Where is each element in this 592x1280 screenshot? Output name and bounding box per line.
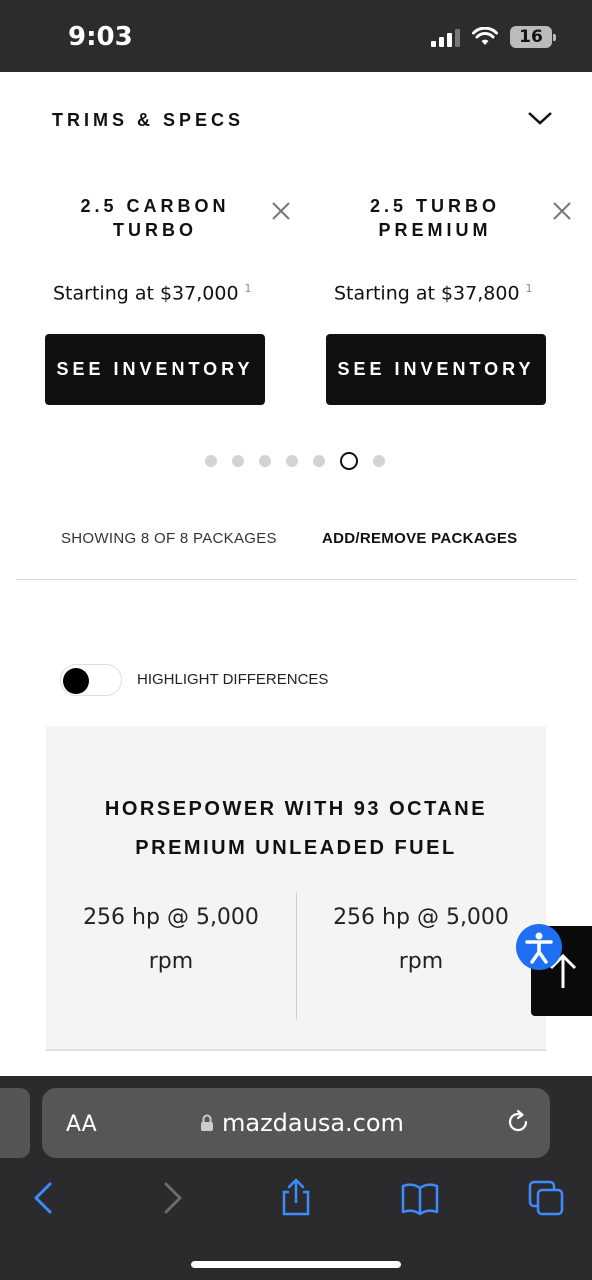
add-remove-packages-link[interactable]: ADD/REMOVE PACKAGES [322,530,518,547]
pagination-dot[interactable] [259,455,271,467]
reader-options-button[interactable]: AA [66,1112,97,1137]
previous-tab-preview[interactable] [0,1088,30,1158]
back-icon[interactable] [24,1178,64,1218]
footnote-marker[interactable]: 1 [244,282,252,295]
toggle-knob [63,668,89,694]
lock-icon [200,1114,214,1132]
pagination-dot[interactable] [340,452,358,470]
wifi-icon [472,27,498,47]
pagination-dot[interactable] [205,455,217,467]
highlight-differences-label: HIGHLIGHT DIFFERENCES [137,671,329,688]
home-indicator[interactable] [191,1261,401,1268]
see-inventory-button[interactable]: SEE INVENTORY [45,334,265,405]
spec-value-1: 256 hp @ 5,000 rpm [83,905,259,974]
spec-value-2: 256 hp @ 5,000 rpm [333,905,509,974]
cellular-signal-icon [431,27,460,47]
address-bar[interactable] [42,1088,550,1158]
battery-icon: 16 [510,26,552,48]
trim-price-2: Starting at $37,800 $^1$ [334,282,533,305]
carousel-pagination [205,452,385,470]
share-icon[interactable] [276,1178,316,1218]
trim-card-1 [30,194,280,242]
trim-name-line1: 2.5 TURBO [369,196,501,216]
trim-card-2 [310,194,560,242]
url-display[interactable]: mazdausa.com [200,1109,404,1137]
accessibility-icon [516,924,562,970]
footnote-marker[interactable]: 1 [525,282,533,295]
browser-nav [0,1178,592,1222]
spec-title: HORSEPOWER WITH 93 OCTANE PREMIUM UNLEADED FUEL [104,798,488,859]
accessibility-button[interactable] [516,924,562,970]
reload-icon[interactable] [504,1108,532,1136]
close-icon[interactable] [270,200,292,222]
trim-name-line2: TURBO [113,220,197,240]
trim-name-line1: 2.5 CARBON [80,196,230,216]
status-time: 9:03 [68,22,133,52]
bookmarks-icon[interactable] [400,1178,440,1218]
pagination-dot[interactable] [373,455,385,467]
status-icons [431,26,552,48]
tabs-icon[interactable] [526,1178,566,1218]
status-bar [0,0,592,72]
forward-icon[interactable] [152,1178,192,1218]
see-inventory-button[interactable]: SEE INVENTORY [326,334,546,405]
section-title: TRIMS & SPECS [52,110,245,130]
packages-count: SHOWING 8 OF 8 PACKAGES [61,530,277,547]
highlight-differences-toggle[interactable] [60,664,122,696]
close-icon[interactable] [551,200,573,222]
chevron-down-icon[interactable] [526,108,554,128]
divider [16,579,577,580]
browser-toolbar [0,1076,592,1280]
trim-name-line2: PREMIUM [378,220,492,240]
trim-price-1: Starting at $37,000 $^1$ [53,282,252,305]
pagination-dot[interactable] [286,455,298,467]
pagination-dot[interactable] [313,455,325,467]
pagination-dot[interactable] [232,455,244,467]
spec-card [46,726,546,1051]
web-page [0,72,592,1076]
